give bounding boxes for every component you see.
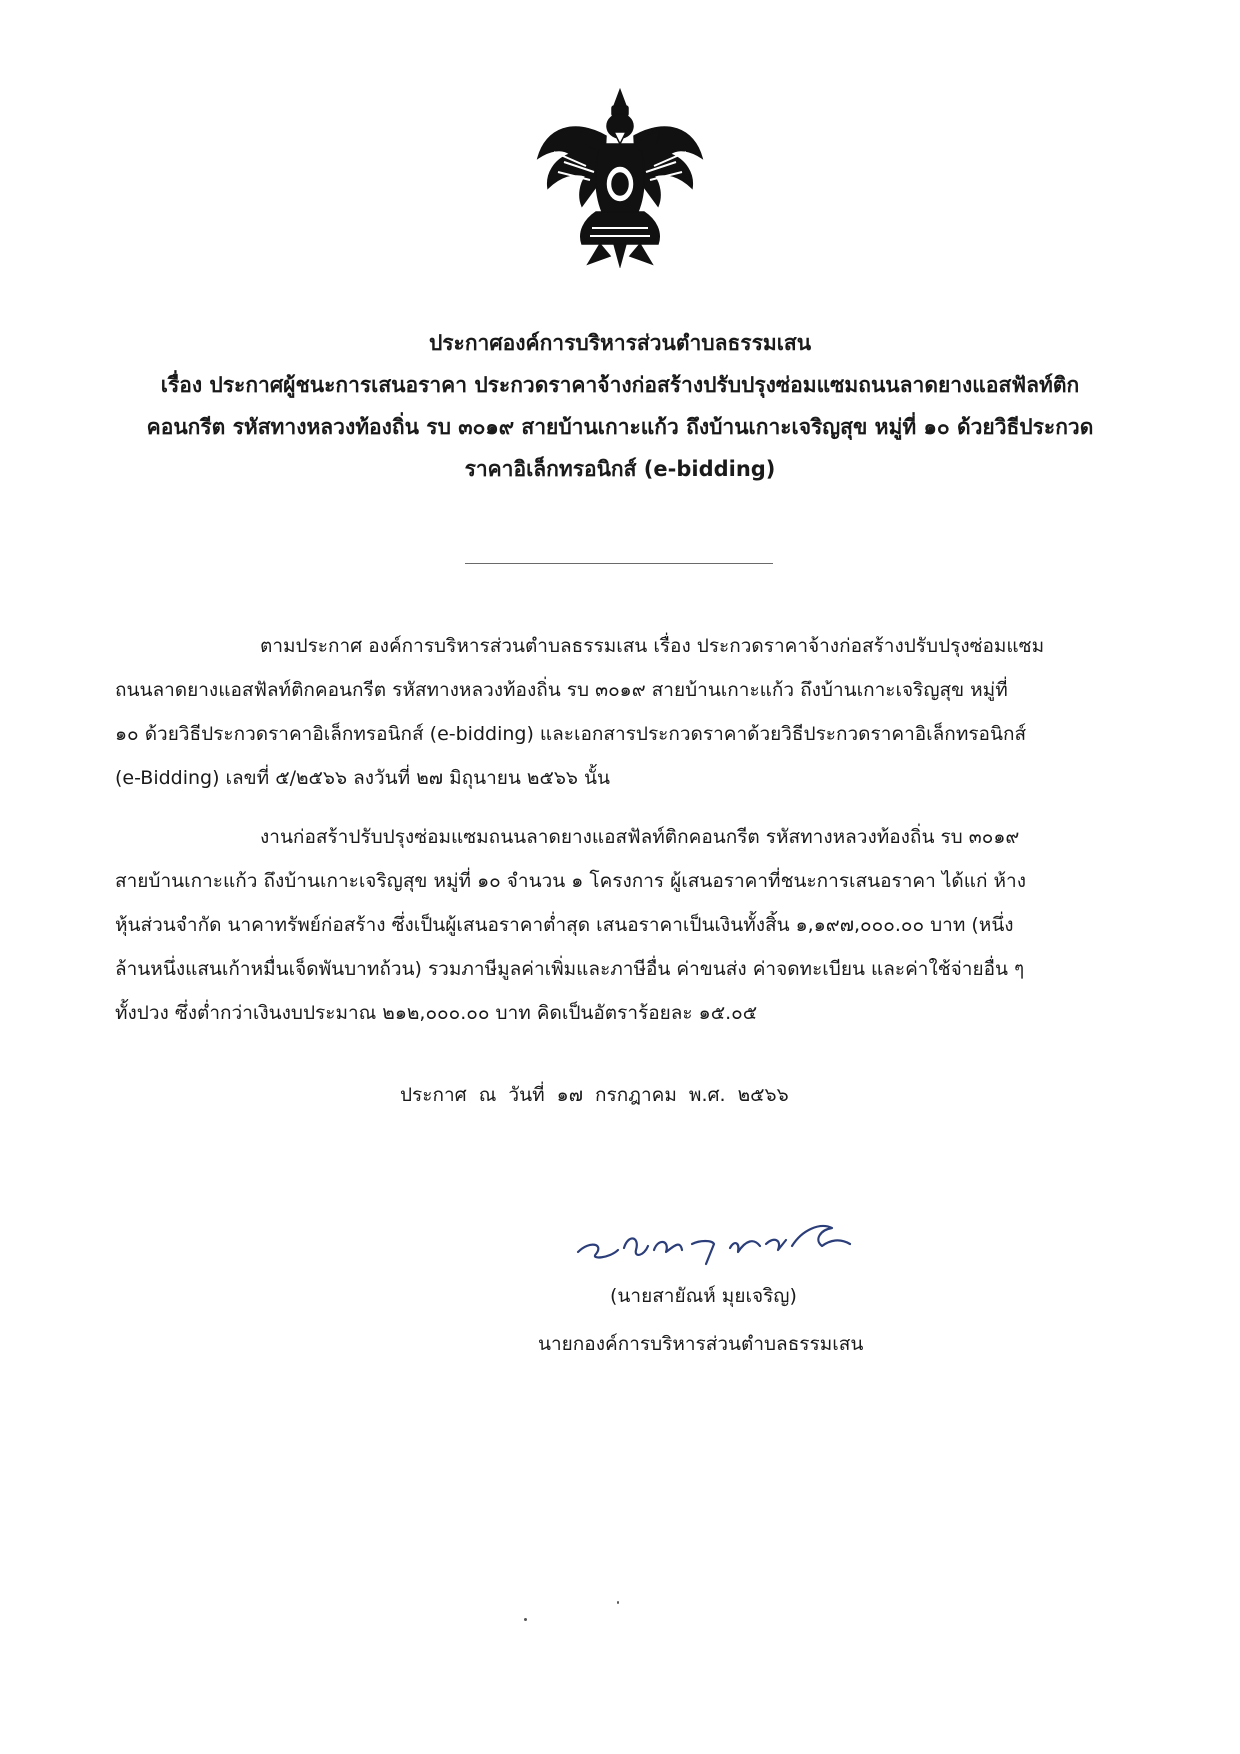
scan-speck [524,1618,527,1621]
paragraph-1-line: ๑๐ ด้วยวิธีประกวดราคาอิเล็กทรอนิกส์ (e-bidding) และเอกสารประกวดราคาด้วยวิธีประกวดราคาอิเล็กทรอนิกส์ [115,723,1027,745]
handwritten-signature-icon [570,1200,870,1270]
heading-line-3: คอนกรีต รหัสทางหลวงท้องถิ่น รบ ๓๐๑๙ สายบ้านเกาะแก้ว ถึงบ้านเกาะเจริญสุข หมู่ที่ ๑๐ ด้วยวิธีประกวด [146,415,1094,439]
heading-line-1: ประกาศองค์การบริหารส่วนตำบลธรรมเสน [428,331,812,355]
heading-line-4: ราคาอิเล็กทรอนิกส์ (e-bidding) [464,457,776,481]
body-paragraph-1 [115,624,1125,800]
scan-speck [617,1601,619,1604]
paragraph-2-line: งานก่อสร้าปรับปรุงซ่อมแซมถนนลาดยางแอสฟัลท์ติกคอนกรีต รหัสทางหลวงท้องถิ่น รบ ๓๐๑๙ [260,826,1020,848]
paragraph-2-line: หุ้นส่วนจำกัด นาคาทรัพย์ก่อสร้าง ซึ่งเป็นผู้เสนอราคาต่ำสุด เสนอราคาเป็นเงินทั้งสิ้น ๑,๑๙๗,๐๐๐.๐๐ บาท (หนึ่ง [115,914,1014,936]
signer-name: (นายสายัณห์ มุยเจริญ) [610,1285,797,1307]
body-paragraph-2 [115,815,1125,1035]
heading-line-2: เรื่อง ประกาศผู้ชนะการเสนอราคา ประกวดราคาจ้างก่อสร้างปรับปรุงซ่อมแซมถนนลาดยางแอสฟัลท์ติก [160,373,1080,397]
heading-divider [465,563,773,564]
announcement-heading [110,322,1130,490]
signer-title: นายกองค์การบริหารส่วนตำบลธรรมเสน [538,1333,864,1355]
garuda-emblem-icon [534,88,706,268]
paragraph-2-line: สายบ้านเกาะแก้ว ถึงบ้านเกาะเจริญสุข หมู่ที่ ๑๐ จำนวน ๑ โครงการ ผู้เสนอราคาที่ชนะการเสนอราคา ได้แก่ ห้าง [115,870,1026,892]
paragraph-2-line: ล้านหนึ่งแสนเก้าหมื่นเจ็ดพันบาทถ้วน) รวมภาษีมูลค่าเพิ่มและภาษีอื่น ค่าขนส่ง ค่าจดทะเบียน และค่าใช้จ่ายอื่น ๆ [115,958,1025,980]
announcement-date: ประกาศ ณ วันที่ ๑๗ กรกฎาคม พ.ศ. ๒๕๖๖ [400,1084,789,1106]
paragraph-1-line: ตามประกาศ องค์การบริหารส่วนตำบลธรรมเสน เรื่อง ประกวดราคาจ้างก่อสร้างปรับปรุงซ่อมแซม [260,635,1045,657]
paragraph-1-line: ถนนลาดยางแอสฟัลท์ติกคอนกรีต รหัสทางหลวงท้องถิ่น รบ ๓๐๑๙ สายบ้านเกาะแก้ว ถึงบ้านเกาะเจริญสุข หมู่ที่ [115,679,1008,701]
paragraph-1-line: (e-Bidding) เลขที่ ๕/๒๕๖๖ ลงวันที่ ๒๗ มิถุนายน ๒๕๖๖ นั้น [115,767,610,789]
paragraph-2-line: ทั้งปวง ซึ่งต่ำกว่าเงินงบประมาณ ๒๑๒,๐๐๐.๐๐ บาท คิดเป็นอัตราร้อยละ ๑๕.๐๕ [115,1002,758,1024]
